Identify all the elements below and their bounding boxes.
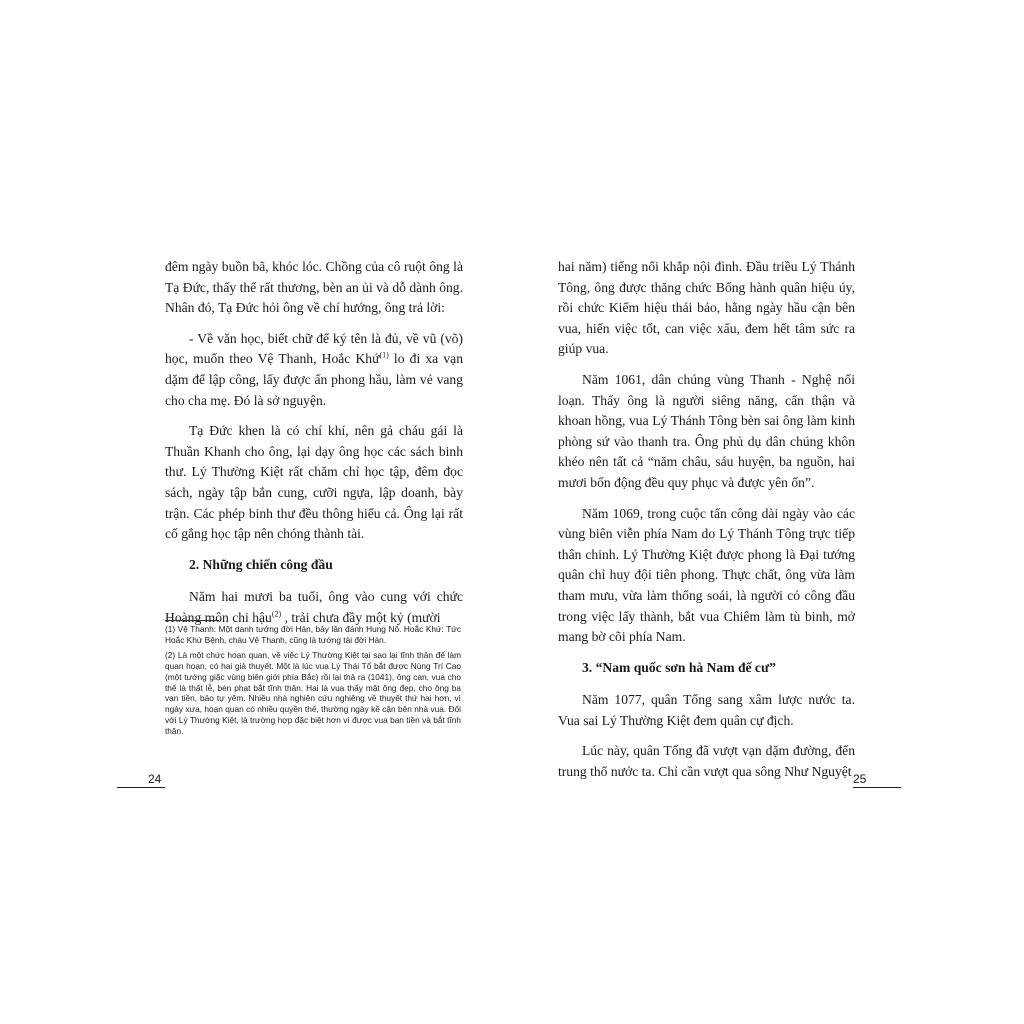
- paragraph: [165, 329, 463, 411]
- section-heading: 2. Những chiến công đầu: [189, 556, 333, 572]
- footnote: (2) Là một chức hoạn quan, về việc Lý Thường Kiệt tại sao lại tĩnh thân để làm quan hoạn, có hai giả thuyết. Một là lúc vua Lý Thái Tổ bắt được Nùng Trí Cao (một tướng giặc vùng biên giới phía Bắc) rồi lại thả ra (1041), ông can, vua cho thế là thất lễ, bèn phạt bắt tĩnh thân. Hai là vua thấy mặt ông đẹp, cho ông ba vạn tiền, bảo tự yêm. Nhiều nhà nghiên cứu nghiêng về thuyết thứ hai hơn, vì ngày xưa, hoạn quan có nhiều quyền thế, thường ngày kề cận bên nhà vua. Đối với Lý Thường Kiệt, là trường hợp đặc biệt hơn vì được vua ban tiền và bắt tĩnh thân.: [165, 649, 461, 737]
- paragraph: Năm 1077, quân Tống sang xâm lược nước ta. Vua sai Lý Thường Kiệt đem quân cự địch.: [558, 692, 855, 728]
- page-number-rule: [853, 787, 901, 788]
- paragraph: hai năm) tiếng nổi khắp nội đình. Đầu triều Lý Thánh Tông, ông được thăng chức Bổng hành quân hiệu úy, rồi chức Kiểm hiệu thái bảo, hằng ngày hầu cận bên vua, hiến việc tốt, can việc xấu, đem hết tâm sức ra giúp vua.: [558, 259, 855, 357]
- footnote-ref: (1): [379, 350, 389, 360]
- footnote-ref: (2): [271, 609, 282, 619]
- paragraph: Năm 1069, trong cuộc tấn công dài ngày vào các vùng biên viễn phía Nam do Lý Thánh Tông trực tiếp thân chinh. Lý Thường Kiệt được phong là Đại tướng quân chỉ huy đội tiên phong. Thực chất, ông vừa làm tham mưu, vừa làm thống soái, là người có công đầu trong việc lấy thành, bắt vua Chiêm làm tù binh, mở mang bờ cõi phía Nam.: [558, 505, 855, 645]
- page-number: 24: [148, 772, 162, 786]
- page-number: 25: [853, 772, 867, 786]
- paragraph: Lúc này, quân Tống đã vượt vạn dặm đường, đến trung thổ nước ta. Chỉ cần vượt qua sông Như Nguyệt: [558, 743, 855, 780]
- text-run: , trải chưa đầy một kỷ (mười: [281, 609, 441, 625]
- page-number-rule: [117, 787, 165, 788]
- text-run: Năm hai mươi ba tuổi, ông vào cung với chức Hoàng môn chi hậu: [165, 589, 463, 625]
- footnote-divider: [165, 620, 219, 621]
- paragraph: đêm ngày buồn bã, khóc lóc. Chồng của cô ruột ông là Tạ Đức, thấy thế rất thương, bèn an ủi và dỗ dành ông. Nhân đó, Tạ Đức hỏi ông về chí hướng, ông trả lời:: [165, 259, 463, 316]
- right-body-text: [558, 257, 855, 793]
- footnotes: [165, 624, 461, 741]
- paragraph: Tạ Đức khen là có chí khí, nên gả cháu gái là Thuần Khanh cho ông, lại dạy ông học các sách binh thư. Lý Thường Kiệt rất chăm chỉ học tập, đêm đọc sách, ngày tập bắn cung, cưỡi ngựa, lập doanh, bày trận. Các phép binh thư đều thông hiểu cả. Ông lại rất cố gắng học tập nên chóng thành tài.: [165, 423, 463, 542]
- right-page: [512, 0, 1024, 1024]
- footnote: (1) Vệ Thanh: Một danh tướng đời Hán, bảy lần đánh Hung Nô. Hoắc Khứ: Tức Hoắc Khứ Bệnh, cháu Vệ Thanh, cũng là tướng tài đời Hán.: [165, 624, 461, 645]
- text-run: lo đi xa vạn dặm để lập công, lấy được ấn phong hầu, làm vẻ vang cho cha mẹ. Đó là sở nguyện.: [165, 351, 463, 408]
- text-run: - Về văn học, biết chữ để ký tên là đủ, về vũ (võ) học, muốn theo Vệ Thanh, Hoắc Khứ: [165, 330, 463, 367]
- paragraph: [165, 587, 463, 628]
- paragraph: Năm 1061, dân chúng vùng Thanh - Nghệ nổi loạn. Thấy ông là người siêng năng, cẩn thận và khoan hồng, vua Lý Thánh Tông bèn sai ông làm kinh phòng sứ vào thanh tra. Ông phủ dụ dân chúng khôn khéo nên tất cả “năm châu, sáu huyện, ba nguồn, hai mươi bốn động đều quy phục và được yên ổn”.: [558, 371, 855, 490]
- section-heading: 3. “Nam quốc sơn hà Nam đế cư”: [582, 659, 776, 675]
- left-body-text: [165, 257, 463, 639]
